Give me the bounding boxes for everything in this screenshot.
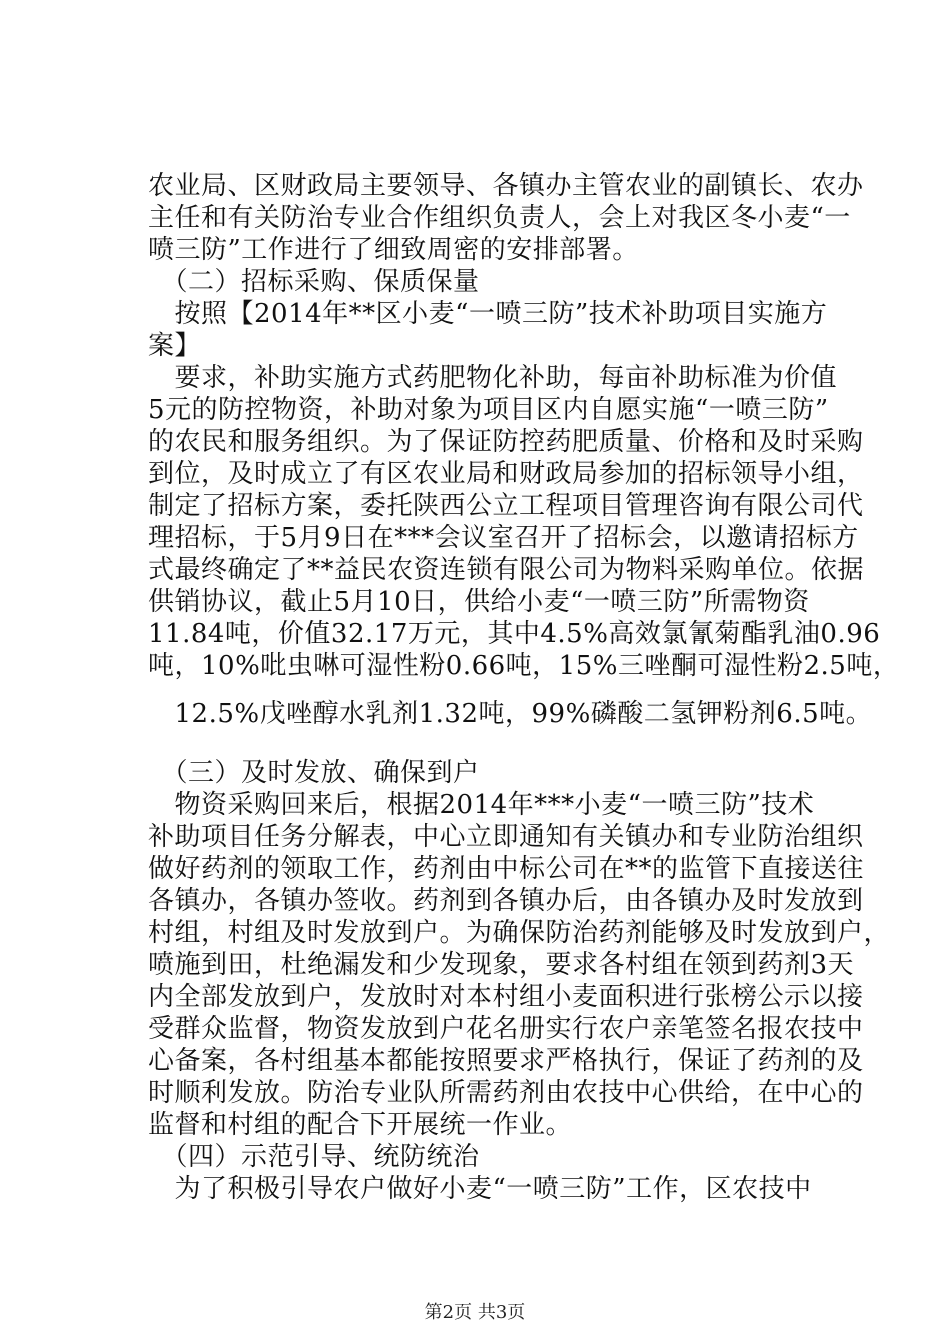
text-line: 理招标，于5月9日在***会议室召开了招标会，以邀请招标方 <box>148 523 859 553</box>
text-line: 时顺利发放。防治专业队所需药剂由农技中心供给，在中心的 <box>148 1078 864 1108</box>
text-line: 为了积极引导农户做好小麦“一喷三防”工作，区农技中 <box>148 1174 812 1204</box>
text-line: 农业局、区财政局主要领导、各镇办主管农业的副镇长、农办 <box>148 171 864 201</box>
text-line: 的农民和服务组织。为了保证防控药肥质量、价格和及时采购 <box>148 427 864 457</box>
section-heading: （四）示范引导、统防统治 <box>148 1142 480 1172</box>
text-line: 吨，10%吡虫啉可湿性粉0.66吨，15%三唑酮可湿性粉2.5吨， <box>148 651 900 681</box>
text-line: 各镇办，各镇办签收。药剂到各镇办后，由各镇办及时发放到 <box>148 886 864 916</box>
text-line: 心备案，各村组基本都能按照要求严格执行，保证了药剂的及 <box>148 1046 864 1076</box>
text-line: 制定了招标方案，委托陕西公立工程项目管理咨询有限公司代 <box>148 491 864 521</box>
text-line: 喷三防”工作进行了细致周密的安排部署。 <box>148 235 639 265</box>
text-line: 主任和有关防治专业合作组织负责人，会上对我区冬小麦“一 <box>148 203 851 233</box>
text-line: 11.84吨，价值32.17万元，其中4.5%高效氯氰菊酯乳油0.96 <box>148 619 881 649</box>
text-line: 按照【2014年**区小麦“一喷三防”技术补助项目实施方 <box>148 299 828 329</box>
text-line: 内全部发放到户，发放时对本村组小麦面积进行张榜公示以接 <box>148 982 864 1012</box>
text-line: 要求，补助实施方式药肥物化补助，每亩补助标准为价值 <box>148 363 838 393</box>
section-heading: （三）及时发放、确保到户 <box>148 758 480 788</box>
text-line: 供销协议，截止5月10日，供给小麦“一喷三防”所需物资 <box>148 587 810 617</box>
text-line: 5元的防控物资，补助对象为项目区内自愿实施“一喷三防” <box>148 395 829 425</box>
text-line: 物资采购回来后，根据2014年***小麦“一喷三防”技术 <box>148 790 815 820</box>
text-line: 到位，及时成立了有区农业局和财政局参加的招标领导小组， <box>148 459 864 489</box>
text-line: 做好药剂的领取工作，药剂由中标公司在**的监管下直接送往 <box>148 854 865 884</box>
page-number: 第2页 共3页 <box>424 1302 526 1323</box>
text-line: 监督和村组的配合下开展统一作业。 <box>148 1110 573 1140</box>
text-line: 喷施到田，杜绝漏发和少发现象，要求各村组在领到药剂3天 <box>148 950 855 980</box>
text-line: 补助项目任务分解表，中心立即通知有关镇办和专业防治组织 <box>148 822 864 852</box>
text-line: 案】 <box>148 331 202 361</box>
text-line: 式最终确定了**益民农资连锁有限公司为物料采购单位。依据 <box>148 555 865 585</box>
text-line: 受群众监督，物资发放到户花名册实行农户亲笔签名报农技中 <box>148 1014 864 1044</box>
section-heading: （二）招标采购、保质保量 <box>148 267 480 297</box>
text-line: 村组，村组及时发放到户。为确保防治药剂能够及时发放到户， <box>148 918 891 948</box>
text-line: 12.5%戊唑醇水乳剂1.32吨，99%磷酸二氢钾粉剂6.5吨。 <box>148 699 873 729</box>
